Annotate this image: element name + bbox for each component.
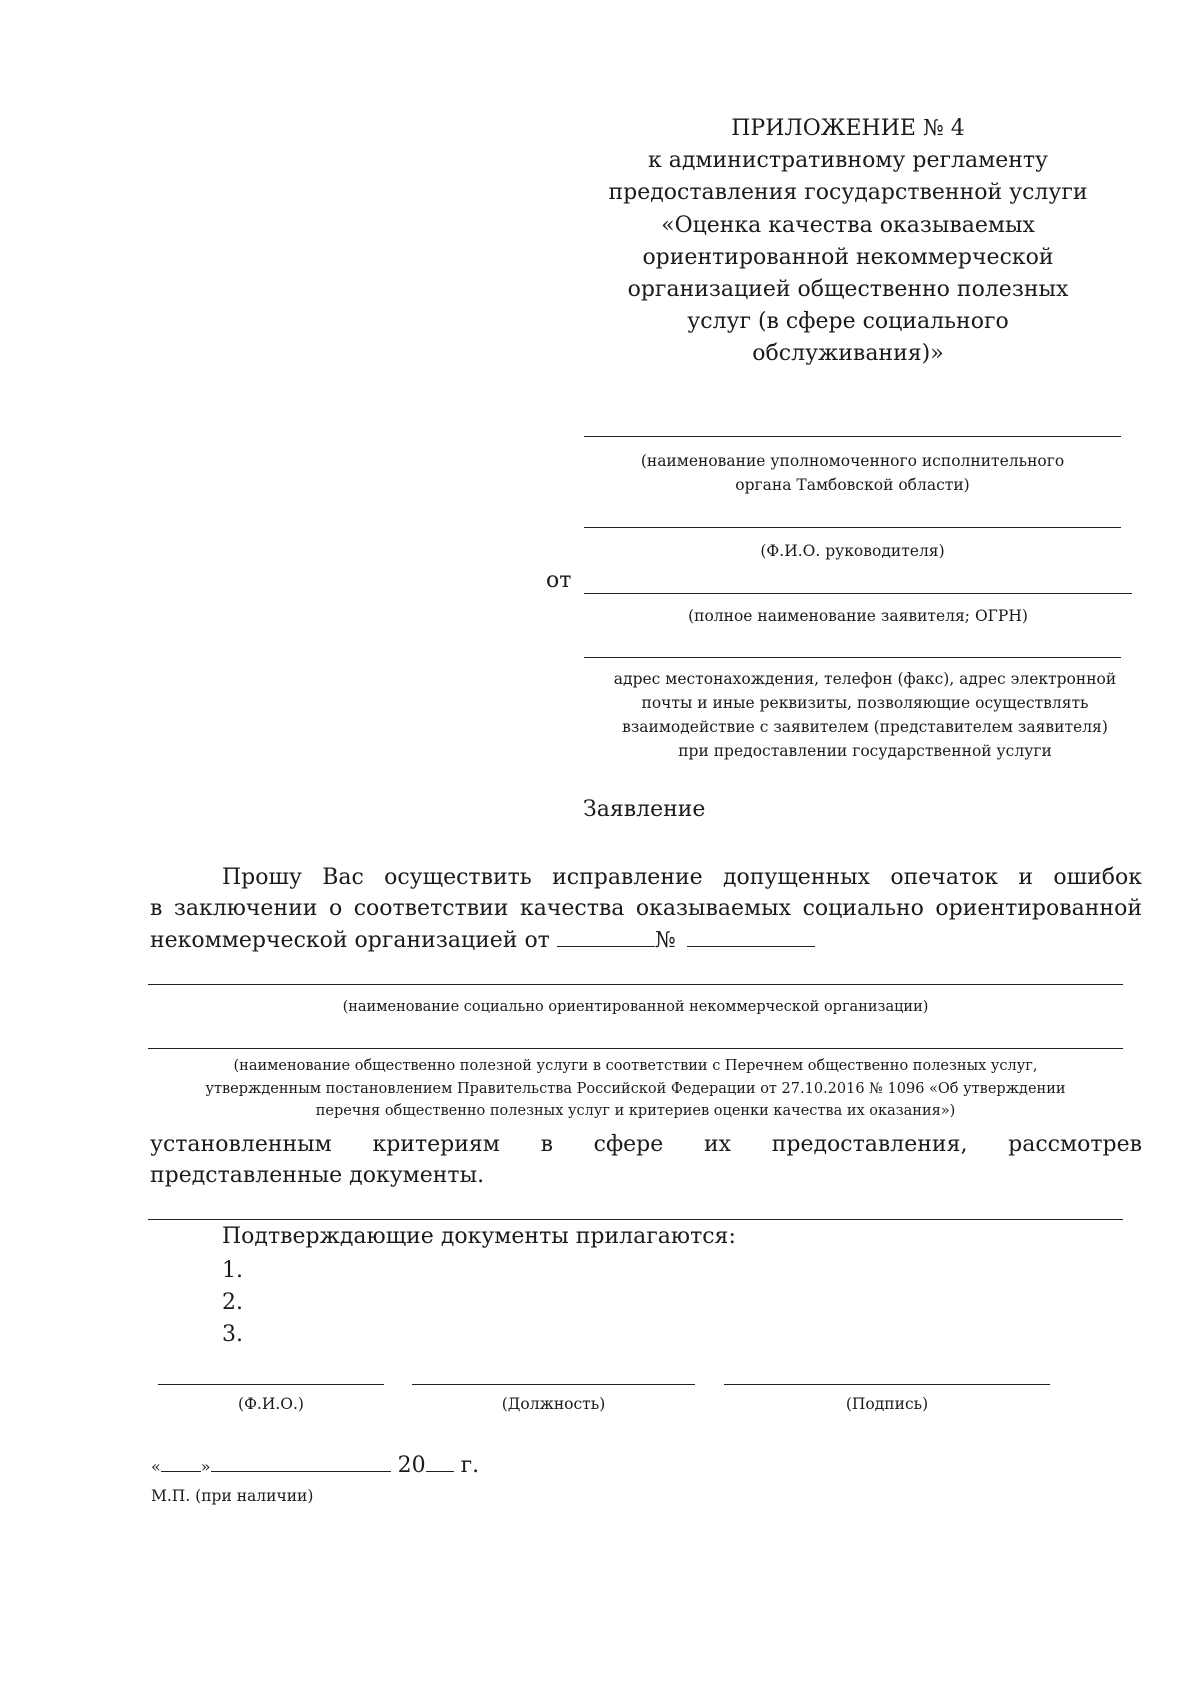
attachment-item-2: 2. xyxy=(222,1290,243,1315)
conclusion-number-field[interactable] xyxy=(687,924,815,947)
service-caption-2: утвержденным постановлением Правительства Российской Федерации от 27.10.2016 № 1096 «Об утверждении xyxy=(205,1081,1066,1097)
address-caption-1: адрес местонахождения, телефон (факс), адрес электронной xyxy=(613,670,1117,688)
appendix-line: организацией общественно полезных xyxy=(627,277,1069,303)
month-field[interactable] xyxy=(211,1453,391,1472)
continuation-line-1: установленным критериям в сфере их предоставления, рассмотрев xyxy=(150,1132,1142,1157)
appendix-line: предоставления государственной услуги xyxy=(608,180,1088,206)
applicant-caption: (полное наименование заявителя; ОГРН) xyxy=(688,607,1028,625)
attachment-item-1: 1. xyxy=(222,1258,243,1283)
request-line-3-text: некоммерческой организацией от xyxy=(150,928,550,953)
address-caption-2: почты и иные реквизиты, позволяющие осуществлять xyxy=(641,694,1089,712)
applicant-address-line[interactable] xyxy=(584,657,1121,658)
conclusion-date-field[interactable] xyxy=(557,924,655,947)
position-label: (Должность) xyxy=(501,1395,606,1413)
request-line-3 xyxy=(150,924,1142,956)
address-caption-3: взаимодействие с заявителем (представителем заявителя) xyxy=(622,718,1108,736)
authority-caption-1: (наименование уполномоченного исполнительного xyxy=(640,452,1065,470)
organization-caption: (наименование социально ориентированной некоммерческой организации) xyxy=(342,999,929,1015)
appendix-line: обслуживания)» xyxy=(752,341,944,367)
fio-label: (Ф.И.О.) xyxy=(238,1395,304,1413)
appendix-line: услуг (в сфере социального xyxy=(687,309,1009,335)
organization-name-line[interactable] xyxy=(148,984,1123,985)
continuation-line-2: представленные документы. xyxy=(150,1163,485,1188)
appendix-header xyxy=(598,113,1098,371)
attachment-item-3: 3. xyxy=(222,1322,243,1347)
date-open-quote: « xyxy=(151,1457,161,1476)
from-label: от xyxy=(546,568,572,593)
head-name-line[interactable] xyxy=(584,527,1121,528)
stamp-label: М.П. (при наличии) xyxy=(151,1487,314,1505)
authority-caption-2: органа Тамбовской области) xyxy=(735,476,970,494)
appendix-line: ориентированной некоммерческой xyxy=(642,244,1054,270)
service-caption-3: перечня общественно полезных услуг и критериев оценки качества их оказания») xyxy=(315,1103,956,1119)
attachments-divider[interactable] xyxy=(148,1219,1123,1220)
signature-label: (Подпись) xyxy=(845,1395,929,1413)
head-caption: (Ф.И.О. руководителя) xyxy=(760,542,945,560)
applicant-name-line[interactable] xyxy=(584,593,1132,594)
document-title: Заявление xyxy=(583,797,706,822)
date-line xyxy=(151,1453,479,1478)
appendix-line: ПРИЛОЖЕНИЕ № 4 xyxy=(731,116,965,141)
service-caption-1: (наименование общественно полезной услуги в соответствии с Перечнем общественно полезных услуг, xyxy=(233,1058,1038,1074)
fio-signature-line[interactable] xyxy=(158,1384,384,1385)
appendix-line: «Оценка качества оказываемых xyxy=(661,212,1035,238)
day-field[interactable] xyxy=(161,1453,201,1472)
year-prefix: 20 xyxy=(397,1453,426,1478)
signature-line[interactable] xyxy=(724,1384,1050,1385)
number-sign: № xyxy=(654,928,676,953)
year-suffix: г. xyxy=(460,1453,480,1478)
attachments-heading: Подтверждающие документы прилагаются: xyxy=(222,1224,736,1249)
date-close-quote: » xyxy=(200,1457,211,1476)
service-name-line[interactable] xyxy=(148,1048,1123,1049)
request-line-2: в заключении о соответствии качества оказываемых социально ориентированной xyxy=(150,896,1142,921)
address-caption-4: при предоставлении государственной услуги xyxy=(678,742,1052,760)
request-line-1: Прошу Вас осуществить исправление допущенных опечаток и ошибок xyxy=(222,865,1142,890)
authority-name-line[interactable] xyxy=(584,436,1121,437)
appendix-line: к административному регламенту xyxy=(647,148,1048,174)
position-signature-line[interactable] xyxy=(412,1384,695,1385)
year-field[interactable] xyxy=(426,1453,454,1472)
